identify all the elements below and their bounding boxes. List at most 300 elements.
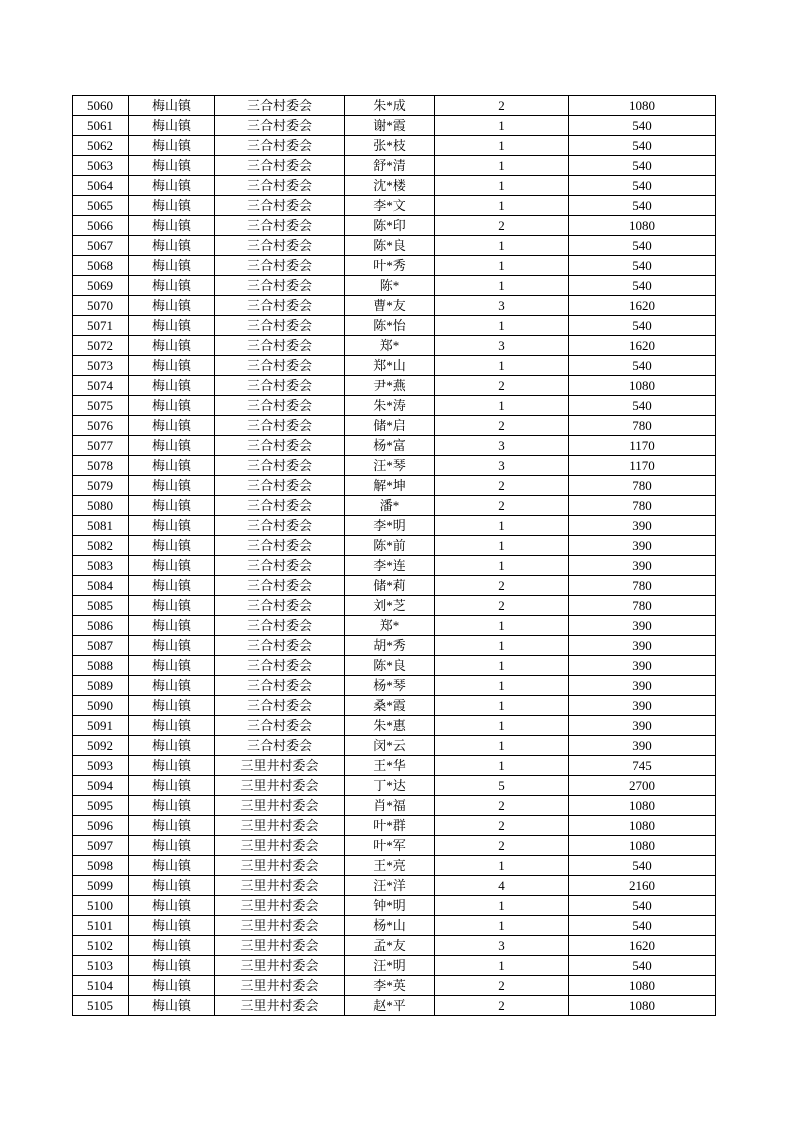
person-name-cell: 朱*成 [345,96,435,116]
table-row [73,476,716,496]
town-cell: 梅山镇 [129,116,215,136]
village-committee-cell: 三里井村委会 [215,856,345,876]
person-name-cell: 尹*燕 [345,376,435,396]
household-count-cell: 1 [435,536,569,556]
table-row [73,236,716,256]
amount-cell: 540 [569,856,716,876]
village-committee-cell: 三合村委会 [215,636,345,656]
town-cell: 梅山镇 [129,636,215,656]
household-count-cell: 1 [435,316,569,336]
table-row [73,216,716,236]
household-count-cell: 3 [435,436,569,456]
town-cell: 梅山镇 [129,276,215,296]
record-id-cell: 5092 [73,736,129,756]
record-id-cell: 5097 [73,836,129,856]
town-cell: 梅山镇 [129,96,215,116]
person-name-cell: 舒*清 [345,156,435,176]
table-row [73,636,716,656]
record-id-cell: 5081 [73,516,129,536]
town-cell: 梅山镇 [129,916,215,936]
record-id-cell: 5100 [73,896,129,916]
table-row [73,436,716,456]
town-cell: 梅山镇 [129,956,215,976]
record-id-cell: 5089 [73,676,129,696]
town-cell: 梅山镇 [129,536,215,556]
amount-cell: 1080 [569,376,716,396]
town-cell: 梅山镇 [129,176,215,196]
amount-cell: 780 [569,496,716,516]
amount-cell: 540 [569,916,716,936]
person-name-cell: 桑*霞 [345,696,435,716]
record-id-cell: 5064 [73,176,129,196]
amount-cell: 390 [569,616,716,636]
village-committee-cell: 三合村委会 [215,296,345,316]
record-id-cell: 5103 [73,956,129,976]
record-id-cell: 5074 [73,376,129,396]
table-row [73,596,716,616]
town-cell: 梅山镇 [129,556,215,576]
town-cell: 梅山镇 [129,836,215,856]
amount-cell: 390 [569,736,716,756]
table-row [73,976,716,996]
person-name-cell: 杨*山 [345,916,435,936]
amount-cell: 390 [569,536,716,556]
town-cell: 梅山镇 [129,596,215,616]
village-committee-cell: 三合村委会 [215,356,345,376]
household-count-cell: 2 [435,836,569,856]
town-cell: 梅山镇 [129,136,215,156]
village-committee-cell: 三里井村委会 [215,816,345,836]
town-cell: 梅山镇 [129,676,215,696]
person-name-cell: 李*英 [345,976,435,996]
record-id-cell: 5094 [73,776,129,796]
record-id-cell: 5076 [73,416,129,436]
village-committee-cell: 三里井村委会 [215,796,345,816]
household-count-cell: 1 [435,116,569,136]
person-name-cell: 李*明 [345,516,435,536]
town-cell: 梅山镇 [129,516,215,536]
town-cell: 梅山镇 [129,476,215,496]
table-row [73,336,716,356]
record-id-cell: 5075 [73,396,129,416]
household-count-cell: 1 [435,676,569,696]
amount-cell: 540 [569,396,716,416]
household-count-cell: 2 [435,216,569,236]
amount-cell: 1080 [569,796,716,816]
person-name-cell: 叶*秀 [345,256,435,276]
town-cell: 梅山镇 [129,576,215,596]
amount-cell: 1080 [569,216,716,236]
person-name-cell: 沈*楼 [345,176,435,196]
person-name-cell: 汪*洋 [345,876,435,896]
table-row [73,996,716,1016]
person-name-cell: 陈*良 [345,656,435,676]
record-id-cell: 5082 [73,536,129,556]
amount-cell: 540 [569,276,716,296]
household-count-cell: 1 [435,956,569,976]
household-count-cell: 2 [435,976,569,996]
record-id-cell: 5104 [73,976,129,996]
person-name-cell: 叶*群 [345,816,435,836]
household-count-cell: 2 [435,816,569,836]
village-committee-cell: 三合村委会 [215,696,345,716]
person-name-cell: 胡*秀 [345,636,435,656]
town-cell: 梅山镇 [129,856,215,876]
village-committee-cell: 三里井村委会 [215,776,345,796]
table-row [73,576,716,596]
amount-cell: 1080 [569,836,716,856]
household-count-cell: 1 [435,856,569,876]
town-cell: 梅山镇 [129,696,215,716]
person-name-cell: 李*文 [345,196,435,216]
household-count-cell: 2 [435,476,569,496]
household-count-cell: 1 [435,516,569,536]
village-committee-cell: 三里井村委会 [215,956,345,976]
table-row [73,556,716,576]
amount-cell: 540 [569,356,716,376]
household-count-cell: 1 [435,176,569,196]
amount-cell: 540 [569,236,716,256]
person-name-cell: 朱*惠 [345,716,435,736]
record-id-cell: 5099 [73,876,129,896]
village-committee-cell: 三合村委会 [215,556,345,576]
household-count-cell: 3 [435,456,569,476]
table-row [73,456,716,476]
record-id-cell: 5068 [73,256,129,276]
town-cell: 梅山镇 [129,736,215,756]
table-row [73,716,716,736]
record-id-cell: 5060 [73,96,129,116]
household-count-cell: 1 [435,256,569,276]
amount-cell: 540 [569,136,716,156]
person-name-cell: 刘*芝 [345,596,435,616]
record-id-cell: 5101 [73,916,129,936]
table-row [73,656,716,676]
household-count-cell: 1 [435,356,569,376]
village-committee-cell: 三里井村委会 [215,916,345,936]
household-count-cell: 1 [435,156,569,176]
village-committee-cell: 三合村委会 [215,416,345,436]
amount-cell: 540 [569,316,716,336]
person-name-cell: 叶*军 [345,836,435,856]
table-row [73,176,716,196]
town-cell: 梅山镇 [129,976,215,996]
town-cell: 梅山镇 [129,496,215,516]
table-row [73,296,716,316]
person-name-cell: 李*连 [345,556,435,576]
record-id-cell: 5083 [73,556,129,576]
household-count-cell: 1 [435,636,569,656]
village-committee-cell: 三里井村委会 [215,756,345,776]
table-row [73,916,716,936]
town-cell: 梅山镇 [129,376,215,396]
amount-cell: 780 [569,596,716,616]
household-count-cell: 1 [435,196,569,216]
town-cell: 梅山镇 [129,436,215,456]
record-id-cell: 5095 [73,796,129,816]
household-count-cell: 2 [435,576,569,596]
town-cell: 梅山镇 [129,776,215,796]
village-committee-cell: 三合村委会 [215,116,345,136]
record-id-cell: 5087 [73,636,129,656]
record-id-cell: 5062 [73,136,129,156]
table-row [73,756,716,776]
household-count-cell: 1 [435,916,569,936]
table-row [73,316,716,336]
table-row [73,256,716,276]
record-id-cell: 5066 [73,216,129,236]
person-name-cell: 王*华 [345,756,435,776]
person-name-cell: 肖*福 [345,796,435,816]
household-count-cell: 1 [435,236,569,256]
town-cell: 梅山镇 [129,236,215,256]
person-name-cell: 郑* [345,336,435,356]
record-id-cell: 5063 [73,156,129,176]
amount-cell: 1170 [569,456,716,476]
amount-cell: 540 [569,196,716,216]
village-committee-cell: 三里井村委会 [215,976,345,996]
person-name-cell: 钟*明 [345,896,435,916]
person-name-cell: 曹*友 [345,296,435,316]
household-count-cell: 1 [435,396,569,416]
town-cell: 梅山镇 [129,356,215,376]
record-id-cell: 5079 [73,476,129,496]
household-count-cell: 3 [435,296,569,316]
record-id-cell: 5080 [73,496,129,516]
household-count-cell: 1 [435,716,569,736]
record-id-cell: 5073 [73,356,129,376]
person-name-cell: 陈*印 [345,216,435,236]
town-cell: 梅山镇 [129,216,215,236]
village-committee-cell: 三里井村委会 [215,896,345,916]
table-row [73,96,716,116]
household-count-cell: 1 [435,276,569,296]
village-committee-cell: 三合村委会 [215,196,345,216]
village-committee-cell: 三里井村委会 [215,876,345,896]
town-cell: 梅山镇 [129,296,215,316]
record-id-cell: 5067 [73,236,129,256]
table-row [73,396,716,416]
amount-cell: 1170 [569,436,716,456]
person-name-cell: 杨*富 [345,436,435,456]
amount-cell: 780 [569,576,716,596]
table-row [73,896,716,916]
household-count-cell: 1 [435,616,569,636]
amount-cell: 780 [569,416,716,436]
person-name-cell: 储*启 [345,416,435,436]
record-id-cell: 5102 [73,936,129,956]
table-row [73,116,716,136]
table-row [73,136,716,156]
amount-cell: 2160 [569,876,716,896]
village-committee-cell: 三合村委会 [215,176,345,196]
village-committee-cell: 三合村委会 [215,616,345,636]
household-count-cell: 2 [435,416,569,436]
person-name-cell: 丁*达 [345,776,435,796]
person-name-cell: 赵*平 [345,996,435,1016]
village-committee-cell: 三合村委会 [215,236,345,256]
town-cell: 梅山镇 [129,756,215,776]
village-committee-cell: 三合村委会 [215,396,345,416]
amount-cell: 1080 [569,976,716,996]
table-row [73,956,716,976]
household-count-cell: 3 [435,936,569,956]
village-committee-cell: 三合村委会 [215,96,345,116]
table-row [73,376,716,396]
town-cell: 梅山镇 [129,396,215,416]
town-cell: 梅山镇 [129,816,215,836]
village-committee-cell: 三里井村委会 [215,836,345,856]
record-id-cell: 5072 [73,336,129,356]
household-count-cell: 1 [435,896,569,916]
person-name-cell: 陈* [345,276,435,296]
amount-cell: 390 [569,516,716,536]
record-id-cell: 5090 [73,696,129,716]
amount-cell: 1620 [569,296,716,316]
household-count-cell: 5 [435,776,569,796]
household-count-cell: 2 [435,96,569,116]
town-cell: 梅山镇 [129,716,215,736]
village-committee-cell: 三合村委会 [215,496,345,516]
table-row [73,876,716,896]
household-count-cell: 2 [435,496,569,516]
town-cell: 梅山镇 [129,156,215,176]
table-row [73,936,716,956]
amount-cell: 745 [569,756,716,776]
person-name-cell: 汪*明 [345,956,435,976]
table-row [73,796,716,816]
village-committee-cell: 三合村委会 [215,316,345,336]
town-cell: 梅山镇 [129,996,215,1016]
village-committee-cell: 三合村委会 [215,456,345,476]
record-id-cell: 5098 [73,856,129,876]
person-name-cell: 解*坤 [345,476,435,496]
village-committee-cell: 三合村委会 [215,576,345,596]
amount-cell: 1080 [569,96,716,116]
table-row [73,356,716,376]
amount-cell: 1080 [569,816,716,836]
record-id-cell: 5093 [73,756,129,776]
table-body [73,96,716,1016]
town-cell: 梅山镇 [129,876,215,896]
village-committee-cell: 三合村委会 [215,156,345,176]
table-row [73,836,716,856]
person-name-cell: 郑* [345,616,435,636]
village-committee-cell: 三合村委会 [215,736,345,756]
amount-cell: 390 [569,656,716,676]
record-id-cell: 5105 [73,996,129,1016]
amount-cell: 390 [569,676,716,696]
table-row [73,536,716,556]
record-id-cell: 5061 [73,116,129,136]
amount-cell: 2700 [569,776,716,796]
household-count-cell: 1 [435,756,569,776]
village-committee-cell: 三合村委会 [215,516,345,536]
amount-cell: 540 [569,176,716,196]
amount-cell: 390 [569,696,716,716]
amount-cell: 540 [569,896,716,916]
town-cell: 梅山镇 [129,316,215,336]
table-row [73,856,716,876]
amount-cell: 540 [569,956,716,976]
person-name-cell: 储*莉 [345,576,435,596]
village-committee-cell: 三合村委会 [215,136,345,156]
amount-cell: 780 [569,476,716,496]
town-cell: 梅山镇 [129,456,215,476]
household-count-cell: 2 [435,596,569,616]
town-cell: 梅山镇 [129,256,215,276]
village-committee-cell: 三合村委会 [215,256,345,276]
person-name-cell: 陈*良 [345,236,435,256]
record-id-cell: 5091 [73,716,129,736]
table-row [73,416,716,436]
amount-cell: 1620 [569,336,716,356]
person-name-cell: 陈*怡 [345,316,435,336]
amount-cell: 390 [569,716,716,736]
record-id-cell: 5078 [73,456,129,476]
village-committee-cell: 三合村委会 [215,676,345,696]
record-id-cell: 5071 [73,316,129,336]
village-committee-cell: 三合村委会 [215,716,345,736]
person-name-cell: 王*亮 [345,856,435,876]
village-committee-cell: 三合村委会 [215,656,345,676]
amount-cell: 390 [569,636,716,656]
town-cell: 梅山镇 [129,416,215,436]
town-cell: 梅山镇 [129,796,215,816]
household-count-cell: 3 [435,336,569,356]
record-id-cell: 5096 [73,816,129,836]
person-name-cell: 张*枝 [345,136,435,156]
person-name-cell: 潘* [345,496,435,516]
table-row [73,276,716,296]
household-count-cell: 1 [435,736,569,756]
person-name-cell: 谢*霞 [345,116,435,136]
village-committee-cell: 三合村委会 [215,596,345,616]
town-cell: 梅山镇 [129,196,215,216]
household-count-cell: 2 [435,796,569,816]
record-id-cell: 5069 [73,276,129,296]
town-cell: 梅山镇 [129,656,215,676]
person-name-cell: 汪*琴 [345,456,435,476]
village-committee-cell: 三合村委会 [215,336,345,356]
table-row [73,156,716,176]
table-row [73,496,716,516]
data-table [72,95,716,1016]
person-name-cell: 朱*涛 [345,396,435,416]
table-row [73,616,716,636]
table-row [73,776,716,796]
household-count-cell: 1 [435,696,569,716]
table-row [73,676,716,696]
household-count-cell: 1 [435,136,569,156]
village-committee-cell: 三合村委会 [215,216,345,236]
household-count-cell: 1 [435,656,569,676]
record-id-cell: 5077 [73,436,129,456]
village-committee-cell: 三合村委会 [215,376,345,396]
household-count-cell: 2 [435,996,569,1016]
table-row [73,696,716,716]
amount-cell: 390 [569,556,716,576]
person-name-cell: 陈*前 [345,536,435,556]
village-committee-cell: 三合村委会 [215,436,345,456]
record-id-cell: 5088 [73,656,129,676]
village-committee-cell: 三里井村委会 [215,936,345,956]
village-committee-cell: 三里井村委会 [215,996,345,1016]
household-count-cell: 4 [435,876,569,896]
amount-cell: 1620 [569,936,716,956]
table-row [73,196,716,216]
table-row [73,816,716,836]
